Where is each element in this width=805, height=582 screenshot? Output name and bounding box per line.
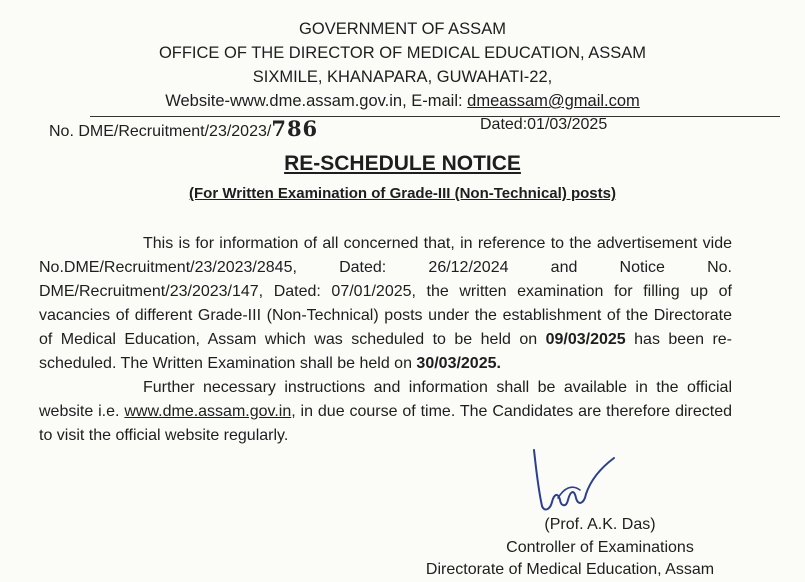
website-link[interactable]: www.dme.assam.gov.in <box>124 403 292 420</box>
signatory-designation: Controller of Examinations <box>506 539 694 556</box>
notice-subtitle <box>0 185 805 202</box>
notice-title <box>0 152 805 176</box>
signatory-name: (Prof. A.K. Das) <box>544 516 656 533</box>
notice-body <box>39 232 732 448</box>
paragraph-1-text-b: has been re-scheduled. The Written Examination shall be held on <box>39 331 732 372</box>
header-contact <box>0 90 805 112</box>
paragraph-2 <box>39 376 732 448</box>
handwritten-number: 786 <box>271 116 319 141</box>
paragraph-2-text-a: Further necessary instructions and information shall be available in the official website i.e. <box>39 379 732 420</box>
dated-text: Dated:01/03/2025 <box>480 116 608 133</box>
reference-number <box>49 116 318 141</box>
paragraph-2-text-b: , in due course of time. The Candidates are therefore directed to visit the official website regularly. <box>39 403 732 444</box>
header-government: GOVERNMENT OF ASSAM <box>299 20 506 38</box>
header-address: SIXMILE, KHANAPARA, GUWAHATI-22, <box>252 68 553 86</box>
signature-mark <box>528 448 618 518</box>
website-text: Website-www.dme.assam.gov.in, E-mail: <box>165 92 468 110</box>
paragraph-1 <box>39 232 732 376</box>
old-exam-date: 09/03/2025 <box>545 331 626 348</box>
notice-subtitle-text: (For Written Examination of Grade-III (Non-Technical) posts) <box>189 185 616 202</box>
new-exam-date: 30/03/2025. <box>416 355 501 372</box>
signatory-office: Directorate of Medical Education, Assam <box>425 561 715 578</box>
header-office: OFFICE OF THE DIRECTOR OF MEDICAL EDUCATION, ASSAM <box>158 44 647 62</box>
paragraph-1-text-a: This is for information of all concerned that, in reference to the advertisement vide No.DME/Recruitment/23/2023/2845, Dated: 26/12/2024 and Notice No. DME/Recruitment/23/2023/147, Dated: 07/01/2025, the written examination for filling up of vacancies of different Grade-III (Non-Technical) posts under the establishment of the Directorate of Medical Education, Assam which was scheduled to be held on <box>39 235 732 348</box>
notice-title-text: RE-SCHEDULE NOTICE <box>284 152 521 175</box>
email-link[interactable]: dmeassam@gmail.com <box>467 92 640 110</box>
reference-prefix: No. DME/Recruitment/23/2023/ <box>49 123 272 140</box>
